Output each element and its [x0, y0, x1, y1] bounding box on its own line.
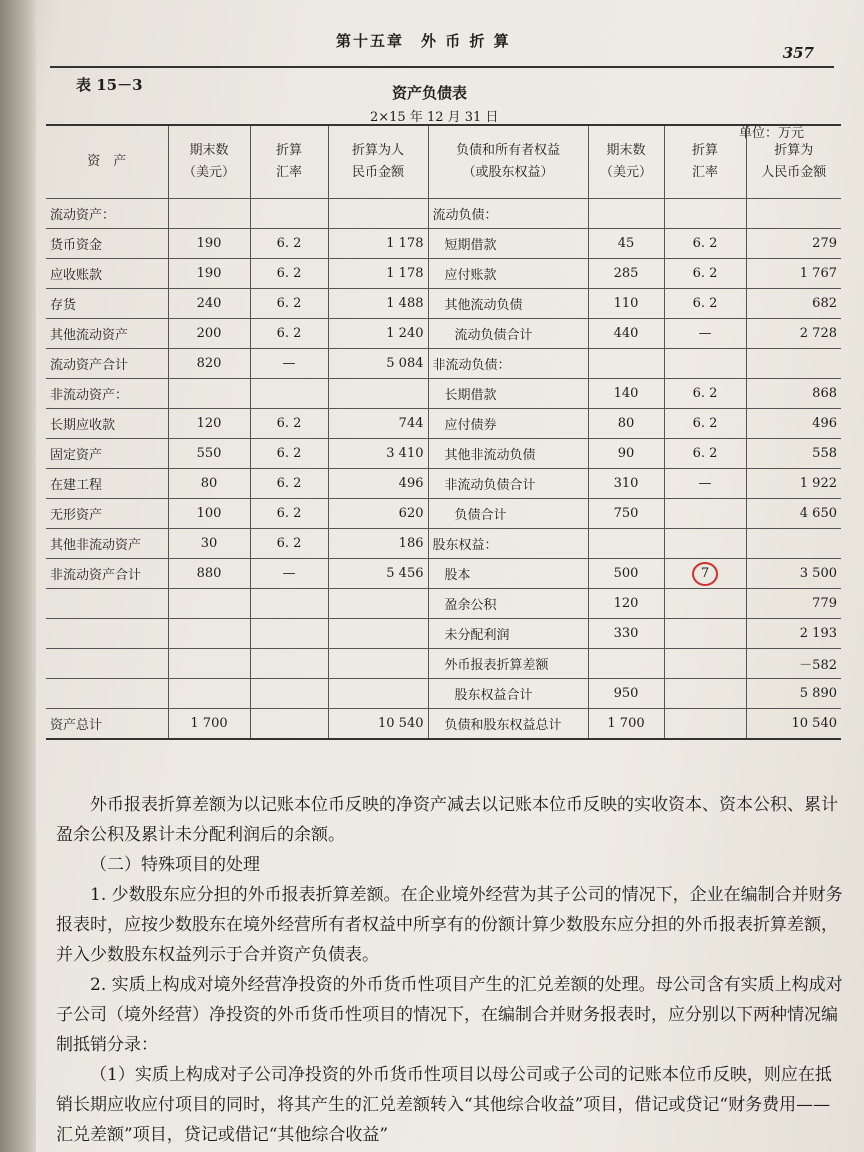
table-cell: 6. 2 — [664, 379, 746, 409]
table-row — [46, 289, 841, 319]
table-cell: 1 700 — [588, 709, 664, 740]
table-cell: 6. 2 — [664, 409, 746, 439]
table-cell — [588, 649, 664, 679]
table-cell: 6. 2 — [664, 259, 746, 289]
table-cell — [46, 589, 168, 619]
table-cell: 流动资产： — [46, 199, 168, 229]
table-row — [46, 439, 841, 469]
table-cell: 6. 2 — [250, 439, 328, 469]
table-row — [46, 529, 841, 559]
table-cell: 长期借款 — [428, 379, 588, 409]
table-cell: 3 410 — [328, 439, 428, 469]
table-cell: 496 — [746, 409, 841, 439]
table-cell: 45 — [588, 229, 664, 259]
table-cell — [664, 619, 746, 649]
column-header: 期末数 （美元） — [168, 125, 250, 199]
table-cell: 310 — [588, 469, 664, 499]
table-cell: 6. 2 — [250, 289, 328, 319]
page-number: 357 — [782, 44, 814, 62]
table-row — [46, 259, 841, 289]
table-cell — [250, 679, 328, 709]
table-cell: 1 767 — [746, 259, 841, 289]
table-row — [46, 559, 841, 589]
table-cell — [168, 679, 250, 709]
paragraph: （1）实质上构成对子公司净投资的外币货币性项目以母公司或子公司的记账本位币反映，则应在抵销长期应收应付项目的同时，将其产生的汇兑差额转入“其他综合收益”项目，借记或贷记“财务费用——汇兑差额”项目，贷记或借记“其他综合收益” — [56, 1065, 832, 1145]
table-cell — [664, 529, 746, 559]
table-cell: 6. 2 — [664, 439, 746, 469]
table-cell: 应付债券 — [428, 409, 588, 439]
table-cell: 6. 2 — [250, 529, 328, 559]
table-cell — [664, 709, 746, 740]
table-cell — [168, 619, 250, 649]
table-cell: 90 — [588, 439, 664, 469]
column-header: 折算为人 民币金额 — [328, 125, 428, 199]
table-cell: 1 178 — [328, 259, 428, 289]
table-cell: 其他非流动负债 — [428, 439, 588, 469]
table-cell — [588, 199, 664, 229]
table-cell: 500 — [588, 559, 664, 589]
table-row — [46, 379, 841, 409]
table-cell: 非流动负债： — [428, 349, 588, 379]
table-number: 表 15－3 — [76, 76, 143, 94]
table-cell: 非流动资产： — [46, 379, 168, 409]
table-cell — [46, 619, 168, 649]
table-cell: 240 — [168, 289, 250, 319]
table-cell — [664, 649, 746, 679]
table-cell: 股东权益： — [428, 529, 588, 559]
table-cell: 其他非流动资产 — [46, 529, 168, 559]
table-cell — [746, 529, 841, 559]
table-date: 2×15 年 12 月 31 日 — [370, 110, 499, 125]
table-cell — [168, 589, 250, 619]
table-cell — [328, 679, 428, 709]
book-page — [36, 0, 864, 1152]
table-cell: 100 — [168, 499, 250, 529]
header-rule — [50, 66, 834, 68]
table-cell: 负债合计 — [428, 499, 588, 529]
column-header: 折算 汇率 — [664, 125, 746, 199]
table-cell: 2 728 — [746, 319, 841, 349]
table-cell: 779 — [746, 589, 841, 619]
table-cell: 10 540 — [746, 709, 841, 740]
table-cell: 186 — [328, 529, 428, 559]
table-cell: 4 650 — [746, 499, 841, 529]
table-row — [46, 649, 841, 679]
table-cell: 流动资产合计 — [46, 349, 168, 379]
table-cell: 120 — [588, 589, 664, 619]
table-cell: 140 — [588, 379, 664, 409]
table-cell: 6. 2 — [250, 469, 328, 499]
table-cell: 440 — [588, 319, 664, 349]
table-header-row — [46, 125, 841, 199]
table-cell: — — [664, 469, 746, 499]
table-cell: 盈余公积 — [428, 589, 588, 619]
table-cell: 10 540 — [328, 709, 428, 740]
table-cell: 80 — [588, 409, 664, 439]
column-header: 期末数 （美元） — [588, 125, 664, 199]
table-cell: 其他流动负债 — [428, 289, 588, 319]
table-cell: 流动负债合计 — [428, 319, 588, 349]
table-cell: 长期应收款 — [46, 409, 168, 439]
table-row — [46, 709, 841, 740]
table-cell: 固定资产 — [46, 439, 168, 469]
table-cell: 750 — [588, 499, 664, 529]
table-cell: 在建工程 — [46, 469, 168, 499]
table-cell — [746, 349, 841, 379]
table-cell — [328, 649, 428, 679]
table-cell: 880 — [168, 559, 250, 589]
table-cell: 货币资金 — [46, 229, 168, 259]
table-cell: 股东权益合计 — [428, 679, 588, 709]
table-cell — [168, 649, 250, 679]
table-cell — [664, 559, 746, 589]
table-cell: 6. 2 — [664, 289, 746, 319]
table-cell: 820 — [168, 349, 250, 379]
table-cell: －582 — [746, 649, 841, 679]
book-spine-shadow — [0, 0, 36, 1152]
red-circle-annotation: 7 — [692, 562, 718, 586]
table-cell — [588, 529, 664, 559]
table-cell — [250, 379, 328, 409]
column-header: 折算为 人民币金额 — [746, 125, 841, 199]
table-cell: 外币报表折算差额 — [428, 649, 588, 679]
table-cell: 868 — [746, 379, 841, 409]
table-cell: 5 890 — [746, 679, 841, 709]
table-cell: 流动负债： — [428, 199, 588, 229]
table-cell: 558 — [746, 439, 841, 469]
table-row — [46, 619, 841, 649]
table-cell — [250, 649, 328, 679]
table-cell: 6. 2 — [250, 319, 328, 349]
table-row — [46, 679, 841, 709]
table-cell — [250, 709, 328, 740]
table-body — [46, 199, 841, 740]
table-cell: 200 — [168, 319, 250, 349]
table-cell — [250, 199, 328, 229]
table-cell: 2 193 — [746, 619, 841, 649]
table-cell: 6. 2 — [250, 259, 328, 289]
table-cell: 非流动资产合计 — [46, 559, 168, 589]
table-cell: 短期借款 — [428, 229, 588, 259]
table-row — [46, 409, 841, 439]
column-header: 资 产 — [46, 125, 168, 199]
paragraph: 1. 少数股东应分担的外币报表折算差额。在企业境外经营为其子公司的情况下，企业在编制合并财务报表时，应按少数股东在境外经营所有者权益中所享有的份额计算少数股东应分担的外币报表折算差额，并入少数股东权益列示于合并资产负债表。 — [56, 885, 843, 965]
balance-sheet-table — [46, 124, 841, 740]
table-cell: 1 240 — [328, 319, 428, 349]
table-cell: 1 922 — [746, 469, 841, 499]
table-cell: 资产总计 — [46, 709, 168, 740]
table-row — [46, 469, 841, 499]
paragraph: 外币报表折算差额为以记账本位币反映的净资产减去以记账本位币反映的实收资本、资本公积、累计盈余公积及累计未分配利润后的余额。 — [56, 795, 838, 845]
table-row — [46, 229, 841, 259]
table-cell: 120 — [168, 409, 250, 439]
table-cell: 190 — [168, 229, 250, 259]
table-cell: 80 — [168, 469, 250, 499]
table-cell: 5 456 — [328, 559, 428, 589]
table-cell: 744 — [328, 409, 428, 439]
table-cell — [328, 619, 428, 649]
table-cell — [250, 619, 328, 649]
table-cell: 6. 2 — [250, 499, 328, 529]
table-cell: 6. 2 — [250, 229, 328, 259]
table-cell: — — [250, 349, 328, 379]
table-cell — [168, 199, 250, 229]
table-cell: 110 — [588, 289, 664, 319]
paragraph: 2. 实质上构成对境外经营净投资的外币货币性项目产生的汇兑差额的处理。母公司含有实质上构成对子公司（境外经营）净投资的外币货币性项目的情况下，在编制合并财务报表时，应分别以下两种情况编制抵销分录： — [56, 975, 843, 1055]
table-cell — [664, 199, 746, 229]
table-title: 资产负债表 — [392, 84, 468, 102]
table-cell: 1 488 — [328, 289, 428, 319]
column-header: 负债和所有者权益 （或股东权益） — [428, 125, 588, 199]
table-cell: 负债和股东权益总计 — [428, 709, 588, 740]
table-cell: 682 — [746, 289, 841, 319]
table-cell: 其他流动资产 — [46, 319, 168, 349]
chapter-header: 第十五章 外 币 折 算 — [336, 32, 511, 50]
table-cell: 未分配利润 — [428, 619, 588, 649]
table-row — [46, 319, 841, 349]
table-cell: 存货 — [46, 289, 168, 319]
table-cell — [664, 589, 746, 619]
table-cell: 5 084 — [328, 349, 428, 379]
table-cell: 股本 — [428, 559, 588, 589]
body-text — [56, 790, 846, 1150]
table-cell: 应付账款 — [428, 259, 588, 289]
table-unit: 单位：万元 — [738, 126, 804, 141]
table-cell: 应收账款 — [46, 259, 168, 289]
table-cell: 285 — [588, 259, 664, 289]
table-cell: 30 — [168, 529, 250, 559]
table-row — [46, 589, 841, 619]
paragraph: （二）特殊项目的处理 — [90, 855, 260, 875]
table-cell: 330 — [588, 619, 664, 649]
table-cell: 6. 2 — [664, 229, 746, 259]
table-cell: 279 — [746, 229, 841, 259]
table-cell: 620 — [328, 499, 428, 529]
table-cell — [588, 349, 664, 379]
table-cell: 190 — [168, 259, 250, 289]
table-row — [46, 349, 841, 379]
table-cell: 6. 2 — [250, 409, 328, 439]
table-cell: 3 500 — [746, 559, 841, 589]
table-cell: 950 — [588, 679, 664, 709]
table-cell: 1 700 — [168, 709, 250, 740]
table-cell: — — [250, 559, 328, 589]
table-cell — [746, 199, 841, 229]
table-cell — [328, 589, 428, 619]
table-cell — [328, 379, 428, 409]
table-cell: 550 — [168, 439, 250, 469]
table-cell — [664, 679, 746, 709]
column-header: 折算 汇率 — [250, 125, 328, 199]
table-cell: — — [664, 319, 746, 349]
table-row — [46, 499, 841, 529]
table-cell — [328, 199, 428, 229]
table-cell — [46, 649, 168, 679]
table-cell: 496 — [328, 469, 428, 499]
table-cell: 无形资产 — [46, 499, 168, 529]
table-cell — [168, 379, 250, 409]
table-row — [46, 199, 841, 229]
table-cell — [664, 499, 746, 529]
table-cell — [250, 589, 328, 619]
table-cell: 1 178 — [328, 229, 428, 259]
table-cell — [664, 349, 746, 379]
table-cell — [46, 679, 168, 709]
table-cell: 非流动负债合计 — [428, 469, 588, 499]
